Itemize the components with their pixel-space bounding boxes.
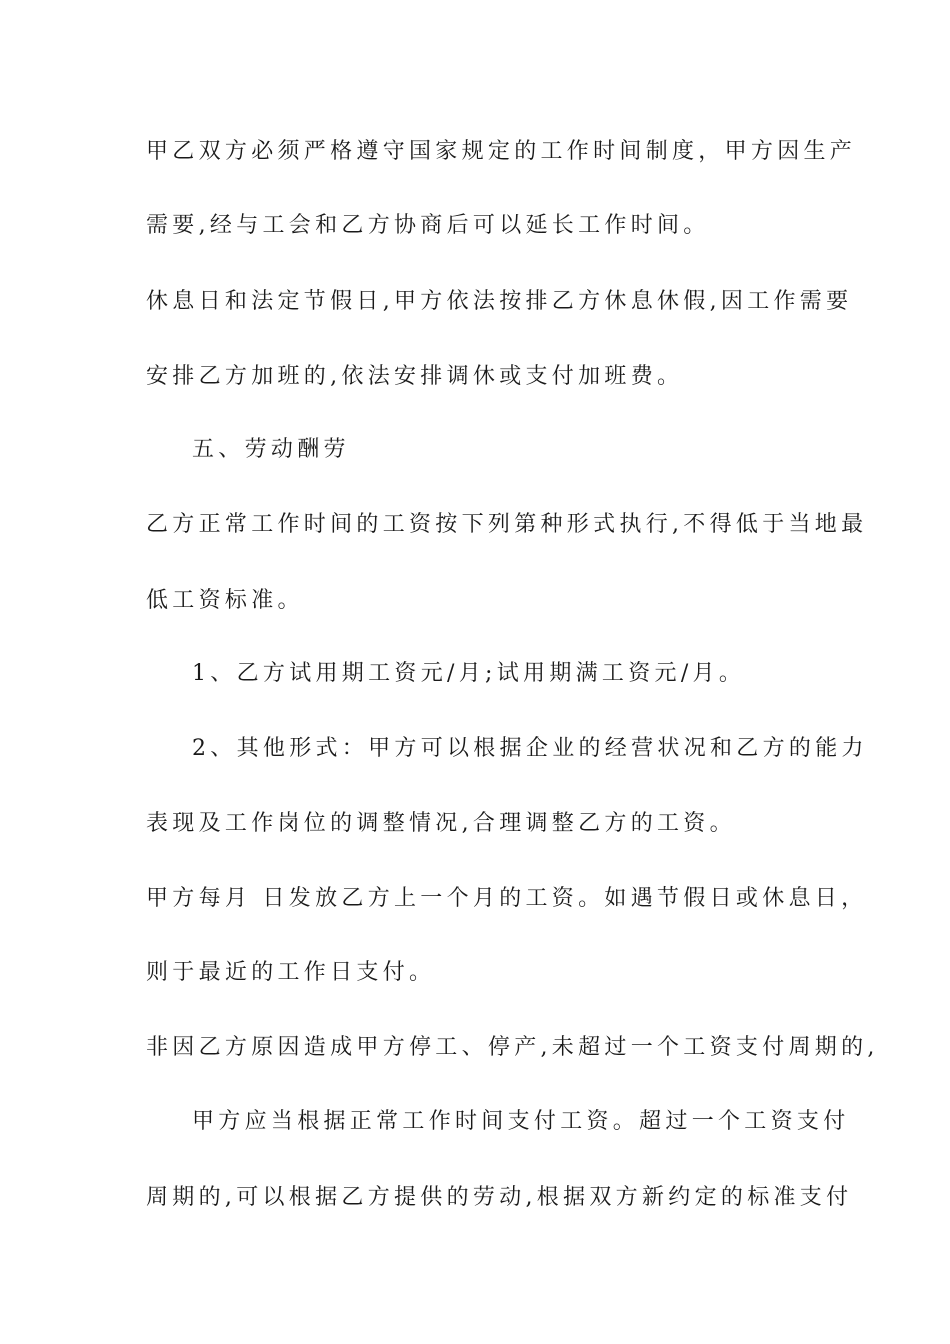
paragraph-line: 乙方正常工作时间的工资按下列第种形式执行,不得低于当地最 (146, 512, 868, 537)
section-heading: 五、劳动酬劳 (192, 437, 350, 462)
paragraph-line: 则于最近的工作日支付。 (146, 960, 436, 985)
paragraph-line: 表现及工作岗位的调整情况,合理调整乙方的工资。 (146, 811, 736, 836)
paragraph-line: 周期的,可以根据乙方提供的劳动,根据双方新约定的标准支付 (146, 1185, 853, 1210)
paragraph-line: 需要,经与工会和乙方协商后可以延长工作时间。 (146, 213, 710, 238)
paragraph-line: 甲方应当根据正常工作时间支付工资。超过一个工资支付 (192, 1109, 850, 1134)
paragraph-line: 甲方每月 日发放乙方上一个月的工资。如遇节假日或休息日， (146, 886, 868, 911)
paragraph-line: 低工资标准。 (146, 588, 304, 613)
paragraph-line: 非因乙方原因造成甲方停工、停产,未超过一个工资支付周期的, (146, 1035, 879, 1060)
paragraph-line: 休息日和法定节假日,甲方依法按排乙方休息休假,因工作需要 (146, 289, 853, 314)
paragraph-line: 甲乙双方必须严格遵守国家规定的工作时间制度，甲方因生产 (146, 139, 857, 164)
list-item-line: 1、乙方试用期工资元/月;试用期满工资元/月。 (192, 661, 746, 686)
list-item-line: 2、其他形式：甲方可以根据企业的经营状况和乙方的能力 (192, 736, 868, 761)
paragraph-line: 安排乙方加班的,依法安排调休或支付加班费。 (146, 364, 684, 389)
